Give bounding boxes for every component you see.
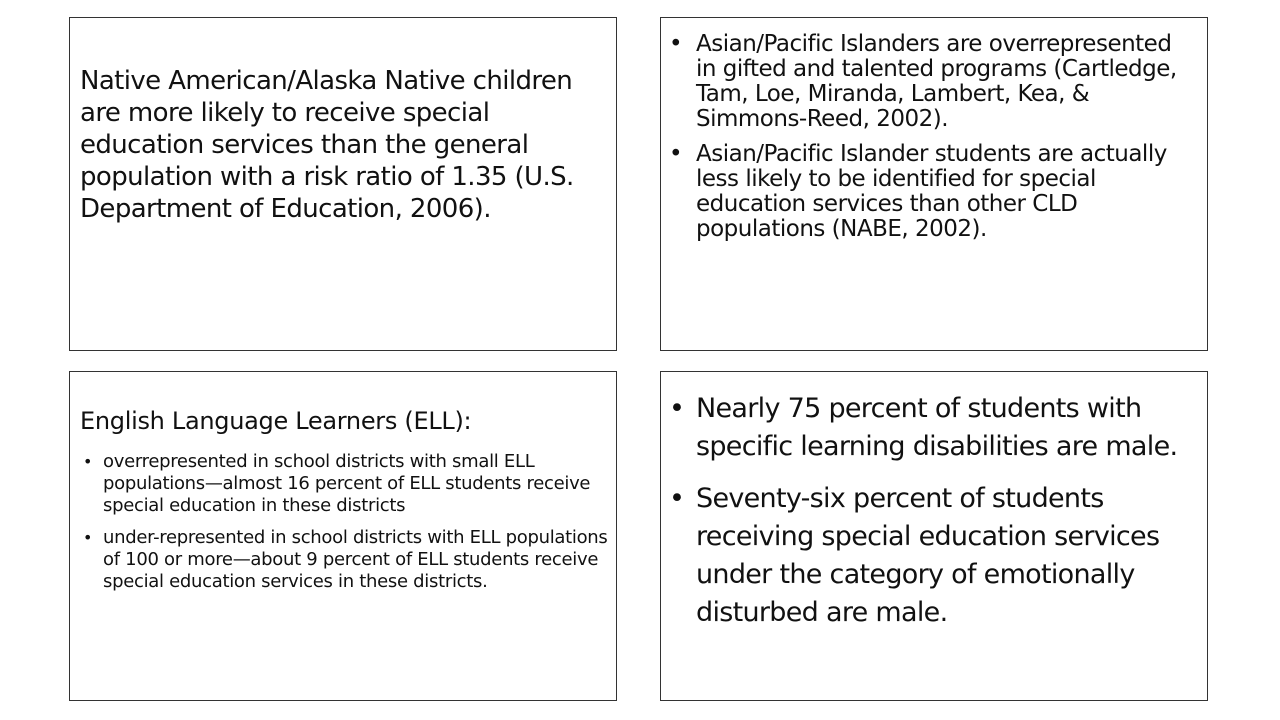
list-item bbox=[83, 527, 608, 593]
bullet-icon: • bbox=[669, 141, 683, 167]
bullet-text: Asian/Pacific Islanders are overrepresented in gifted and talented programs (Cartledge, Tam, Loe, Miranda, Lambert, Kea, & Simmons-Reed, 2002). bbox=[696, 31, 1177, 132]
list-item bbox=[669, 480, 1196, 632]
bullet-text: overrepresented in school districts with small ELL populations—almost 16 percent of ELL students receive special education in these districts bbox=[103, 451, 591, 516]
native-american-paragraph: Native American/Alaska Native children are more likely to receive special education services than the general population with a risk ratio of 1.35 (U.S. Department of Education, 2006). bbox=[80, 66, 574, 224]
bullet-icon: • bbox=[83, 452, 93, 471]
list-item bbox=[669, 390, 1196, 466]
bullet-text: Nearly 75 percent of students with specific learning disabilities are male. bbox=[696, 393, 1178, 462]
ell-heading: English Language Learners (ELL): bbox=[80, 407, 472, 435]
bullet-icon: • bbox=[669, 31, 683, 57]
list-item bbox=[669, 31, 1196, 132]
bullet-icon: • bbox=[669, 483, 685, 514]
bottom-right-text-box bbox=[660, 371, 1208, 701]
asian-pacific-bullet-list bbox=[669, 31, 1196, 252]
top-right-text-box bbox=[660, 17, 1208, 351]
bullet-text: Asian/Pacific Islander students are actually less likely to be identified for special education services than other CLD populations (NABE, 2002). bbox=[696, 141, 1167, 242]
list-item bbox=[83, 451, 608, 517]
gender-bullet-list bbox=[669, 390, 1196, 646]
bullet-icon: • bbox=[83, 528, 93, 547]
bullet-icon: • bbox=[669, 393, 685, 424]
bullet-text: under-represented in school districts with ELL populations of 100 or more—about 9 percent of ELL students receive special education services in these districts. bbox=[103, 527, 608, 592]
top-left-text-box bbox=[69, 17, 617, 351]
list-item bbox=[669, 141, 1196, 242]
bottom-left-text-box bbox=[69, 371, 617, 701]
ell-bullet-list bbox=[83, 451, 608, 603]
bullet-text: Seventy-six percent of students receiving special education services under the category of emotionally disturbed are male. bbox=[696, 483, 1160, 628]
